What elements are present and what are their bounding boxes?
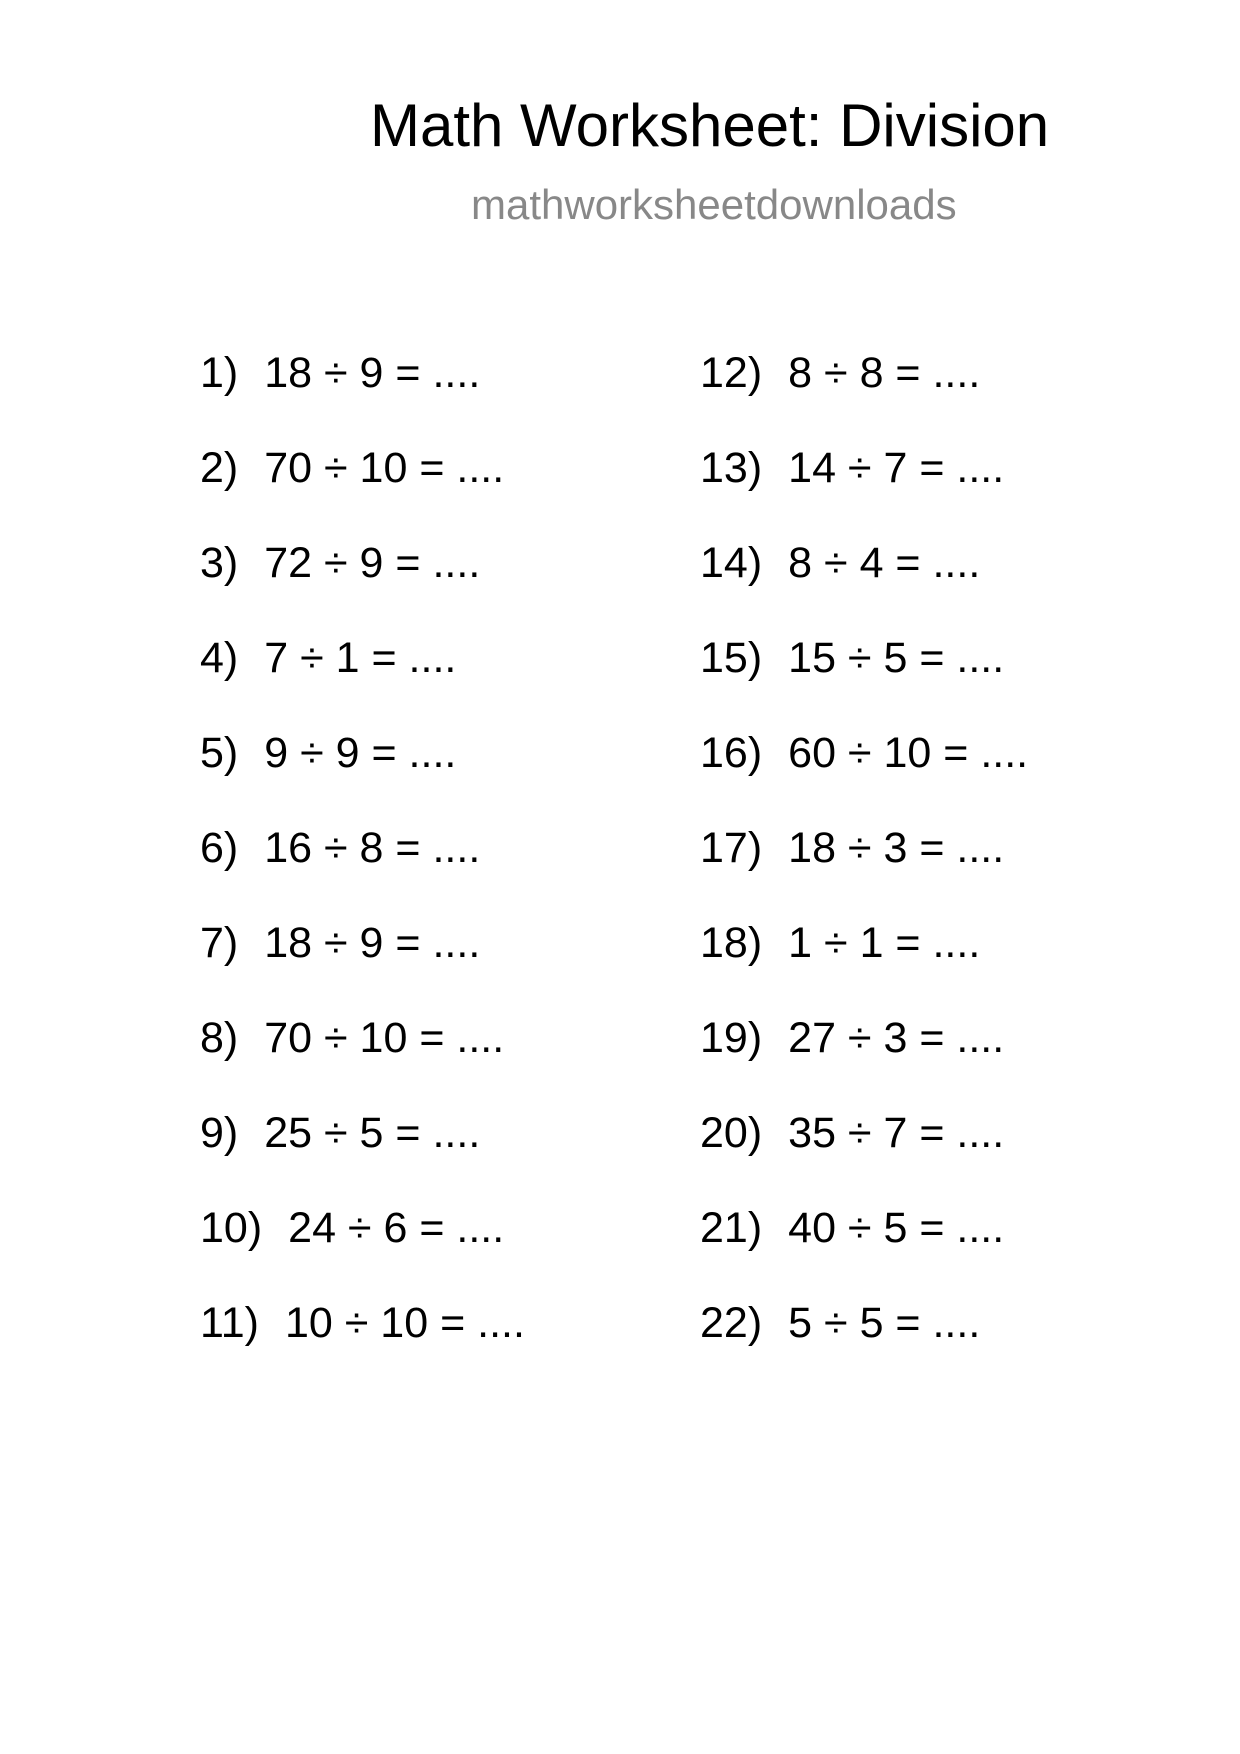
problem-1 — [200, 349, 525, 447]
problem-22 — [700, 1299, 1028, 1397]
problem-20 — [700, 1109, 1028, 1207]
problem-expression: 15 ÷ 5 = .... — [788, 634, 1005, 682]
problem-5 — [200, 729, 525, 827]
problem-2 — [200, 444, 525, 542]
problem-column-right — [700, 349, 1029, 1397]
problem-expression: 7 ÷ 1 = .... — [264, 634, 457, 682]
problem-expression: 1 ÷ 1 = .... — [788, 919, 981, 967]
problem-13 — [700, 444, 1028, 542]
worksheet-subtitle: mathworksheetdownloads — [471, 181, 957, 228]
problem-4 — [200, 634, 525, 732]
problem-expression: 8 ÷ 4 = .... — [788, 539, 981, 587]
problem-number: 17) — [700, 824, 763, 872]
problem-19 — [700, 1014, 1028, 1112]
problem-10 — [200, 1204, 525, 1302]
problem-number: 11) — [200, 1299, 259, 1347]
problem-17 — [700, 824, 1028, 922]
problem-7 — [200, 919, 525, 1017]
problem-expression: 72 ÷ 9 = .... — [264, 539, 481, 587]
problem-number: 9) — [200, 1109, 239, 1157]
problem-expression: 8 ÷ 8 = .... — [788, 349, 981, 397]
problem-21 — [700, 1204, 1028, 1302]
problem-number: 6) — [200, 824, 239, 872]
problem-expression: 40 ÷ 5 = .... — [788, 1204, 1005, 1252]
problem-expression: 18 ÷ 9 = .... — [264, 349, 481, 397]
problem-12 — [700, 349, 1028, 447]
problem-expression: 16 ÷ 8 = .... — [264, 824, 481, 872]
problem-number: 19) — [700, 1014, 763, 1062]
problem-expression: 14 ÷ 7 = .... — [788, 444, 1005, 492]
problem-expression: 10 ÷ 10 = .... — [284, 1299, 525, 1347]
problem-number: 14) — [700, 539, 763, 587]
problem-number: 20) — [700, 1109, 763, 1157]
problem-15 — [700, 634, 1028, 732]
problem-number: 12) — [700, 349, 763, 397]
problem-number: 18) — [700, 919, 763, 967]
problem-3 — [200, 539, 525, 637]
problem-number: 7) — [200, 919, 239, 967]
problem-expression: 9 ÷ 9 = .... — [264, 729, 457, 777]
problem-number: 21) — [700, 1204, 763, 1252]
problem-expression: 24 ÷ 6 = .... — [288, 1204, 505, 1252]
problem-number: 1) — [200, 349, 239, 397]
problem-expression: 70 ÷ 10 = .... — [264, 444, 505, 492]
problem-number: 4) — [200, 634, 239, 682]
problem-expression: 27 ÷ 3 = .... — [788, 1014, 1005, 1062]
problem-number: 5) — [200, 729, 239, 777]
problem-expression: 70 ÷ 10 = .... — [264, 1014, 505, 1062]
problem-16 — [700, 729, 1029, 827]
problem-expression: 35 ÷ 7 = .... — [788, 1109, 1005, 1157]
problem-number: 2) — [200, 444, 239, 492]
problem-expression: 25 ÷ 5 = .... — [264, 1109, 481, 1157]
problem-expression: 60 ÷ 10 = .... — [788, 729, 1029, 777]
worksheet-title: Math Worksheet: Division — [370, 92, 1050, 159]
problem-8 — [200, 1014, 525, 1112]
problem-expression: 5 ÷ 5 = .... — [788, 1299, 981, 1347]
problem-number: 15) — [700, 634, 763, 682]
problem-expression: 18 ÷ 9 = .... — [264, 919, 481, 967]
problem-column-left — [200, 349, 525, 1397]
problem-number: 10) — [200, 1204, 263, 1252]
problem-14 — [700, 539, 1028, 637]
problem-6 — [200, 824, 525, 922]
problem-number: 16) — [700, 729, 763, 777]
problem-18 — [700, 919, 1028, 1017]
problem-number: 3) — [200, 539, 239, 587]
problem-11 — [200, 1299, 525, 1397]
problem-expression: 18 ÷ 3 = .... — [788, 824, 1005, 872]
problem-9 — [200, 1109, 525, 1207]
problem-number: 22) — [700, 1299, 763, 1347]
problem-number: 8) — [200, 1014, 239, 1062]
problem-number: 13) — [700, 444, 763, 492]
